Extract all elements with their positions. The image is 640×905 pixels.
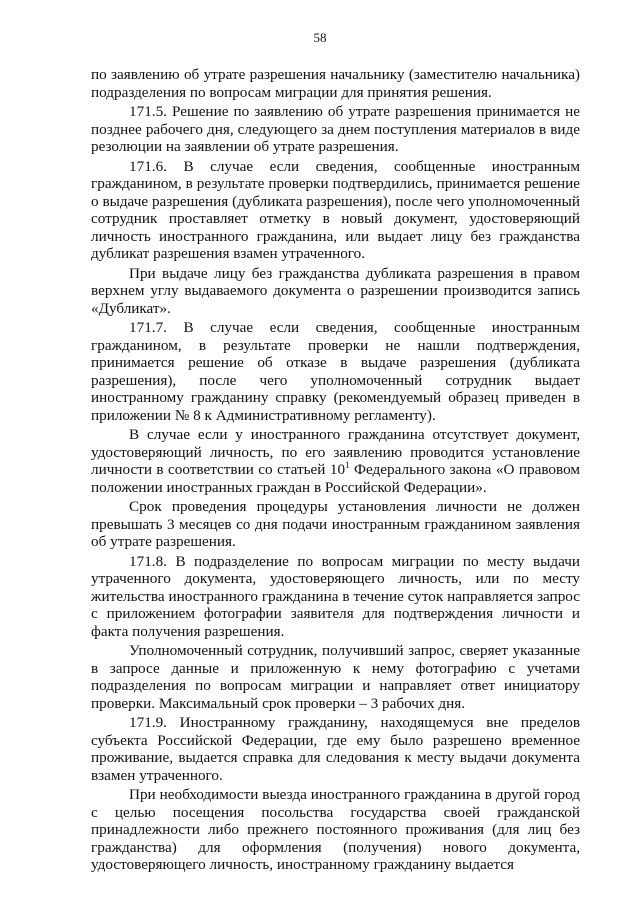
paragraph-171-6: 171.6. В случае если сведения, сообщенные иностранным гражданином, в результате проверки подтвердились, принимается решение о выдаче разрешения (дубликата разрешения), после чего уполномоченный сотрудник проставляет отметку в новый документ, удостоверяющий личность иностранного гражданина, или выдает лицу без гражданства дубликат разрешения взамен утраченного. (91, 157, 580, 262)
identity-text-after: Федерального закона «О правовом положении иностранных граждан в Российской Федерации». (91, 461, 580, 496)
paragraph-identity-establishment (91, 426, 580, 496)
paragraph-request-check: Уполномоченный сотрудник, получивший запрос, сверяет указанные в запросе данные и приложенную к нему фотографию с учетами подразделения по вопросам миграции и направляет ответ инициатору проверки. Максимальный срок проверки – 3 рабочих дня. (91, 642, 580, 712)
paragraph-171-9: 171.9. Иностранному гражданину, находящемуся вне пределов субъекта Российской Федерации, где ему было разрешено временное проживание, выдается справка для следования к месту выдачи документа взамен утраченного. (91, 714, 580, 784)
article-superscript: 1 (345, 459, 350, 470)
paragraph-171-8: 171.8. В подразделение по вопросам миграции по месту выдачи утраченного документа, удостоверяющего личность, или по месту жительства иностранного гражданина в течение суток направляется запрос с приложением фотографии заявителя для подтверждения личности и факта получения разрешения. (91, 552, 580, 640)
identity-text-before: В случае если у иностранного гражданина отсутствует документ, удостоверяющий личность, по его заявлению проводится установление личности в соответствии со статьей 10 (91, 426, 580, 478)
paragraph-duplicate-mark: При выдаче лицу без гражданства дубликата разрешения в правом верхнем углу выдаваемого документа о разрешении производится запись «Дубликат». (91, 264, 580, 317)
paragraph-171-5: 171.5. Решение по заявлению об утрате разрешения принимается не позднее рабочего дня, следующего за днем поступления материалов в виде резолюции на заявлении об утрате разрешения. (91, 103, 580, 155)
document-body (91, 66, 580, 874)
page-number: 58 (313, 30, 327, 45)
paragraph-travel-certificate: При необходимости выезда иностранного гражданина в другой город с целью посещения посольства государства своей гражданской принадлежности либо прежнего постоянного проживания (для лиц без гражданства) для оформления (получения) нового документа, удостоверяющего личность, иностранному гражданину выдается (91, 786, 580, 873)
paragraph-identity-deadline: Срок проведения процедуры установления личности не должен превышать 3 месяцев со дня подачи иностранным гражданином заявления об утрате разрешения. (91, 498, 580, 550)
paragraph-continuation: по заявлению об утрате разрешения начальнику (заместителю начальника) подразделения по вопросам миграции для принятия решения. (91, 66, 580, 101)
paragraph-171-7: 171.7. В случае если сведения, сообщенные иностранным гражданином, в результате проверки не нашли подтверждения, принимается решение об отказе в выдаче разрешения (дубликата разрешения), после чего уполномоченный сотрудник выдает иностранному гражданину справку (рекомендуемый образец приведен в приложении № 8 к Административному регламенту). (91, 319, 580, 424)
